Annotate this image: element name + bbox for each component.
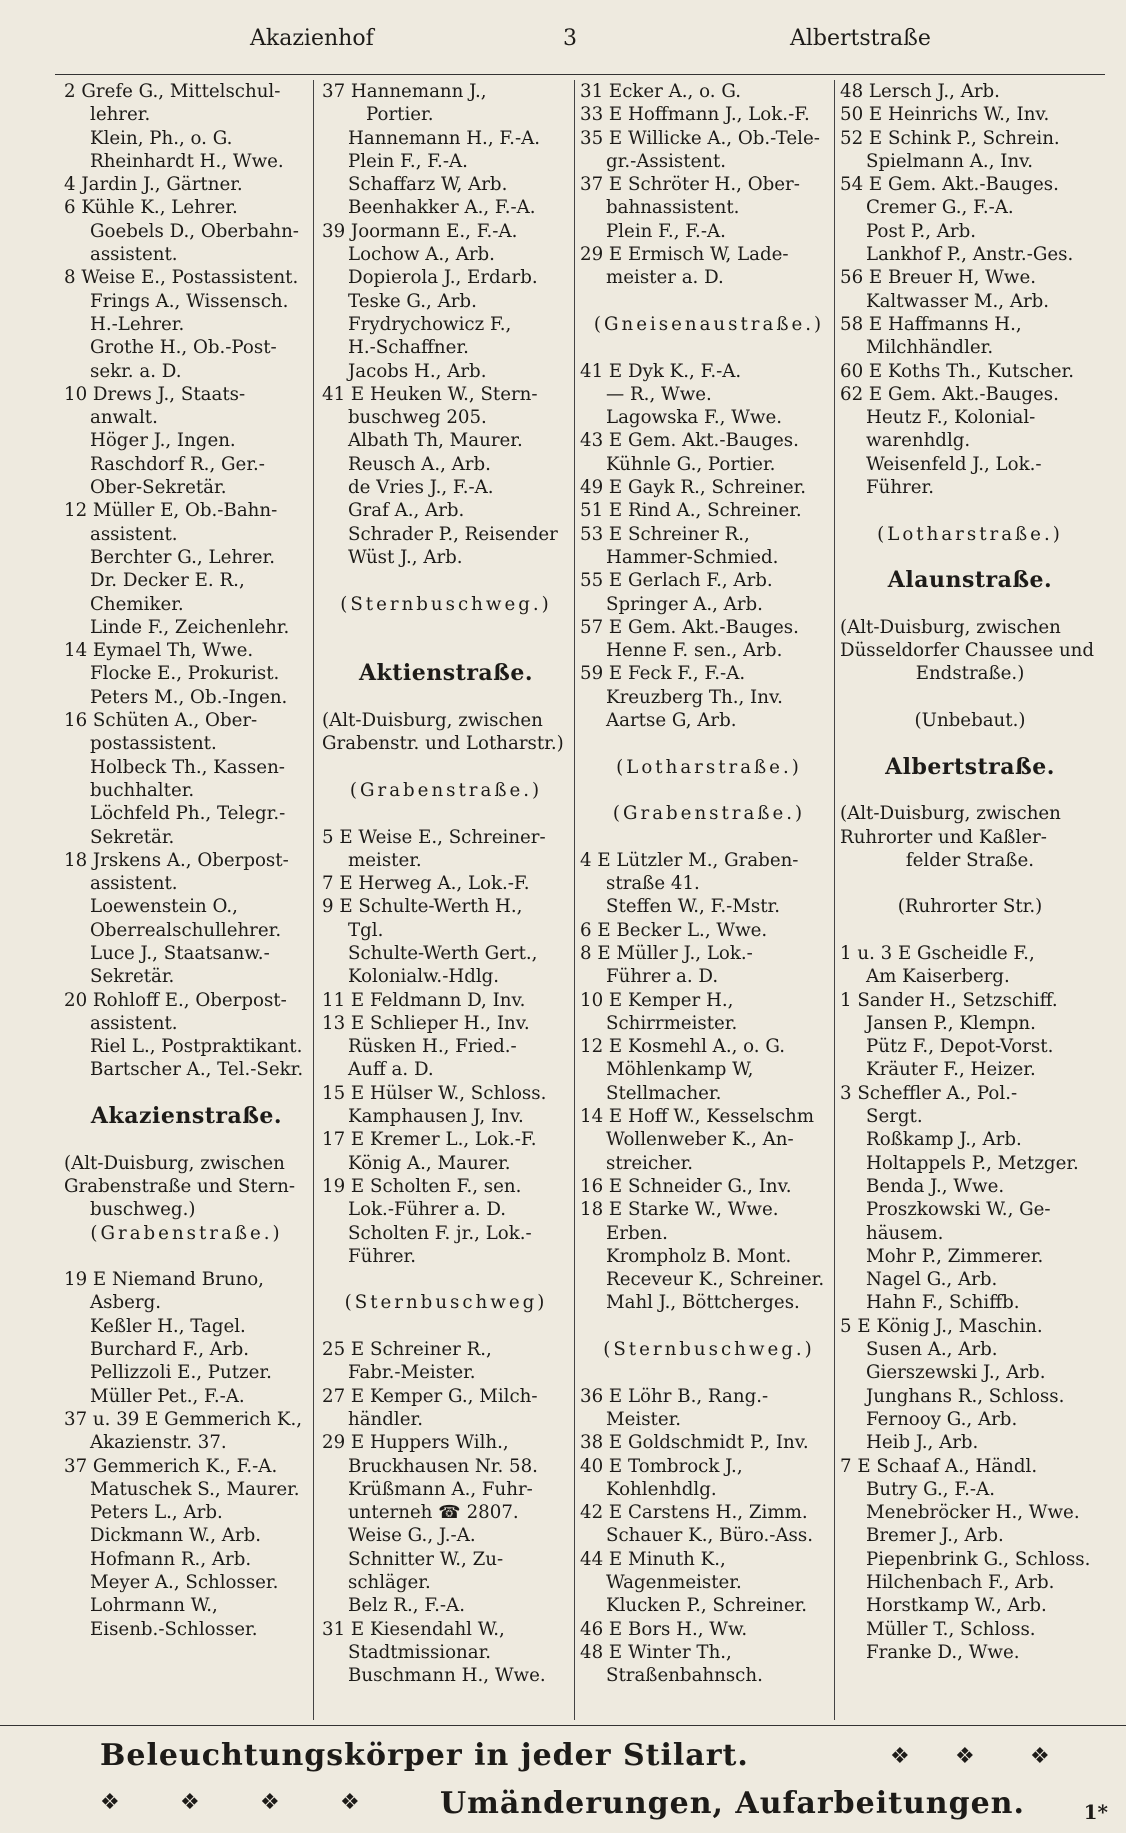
directory-entry: streicher.: [606, 1152, 694, 1174]
directory-entry: 7 E Schaaf A., Händl.: [840, 1455, 1038, 1477]
directory-entry: Krüßmann A., Fuhr-: [348, 1478, 533, 1500]
directory-entry: häusem.: [866, 1222, 944, 1244]
directory-entry: 59 E Feck F., F.-A.: [580, 663, 746, 685]
directory-entry: Plein F., F.-A.: [606, 220, 726, 242]
directory-entry: 4 E Lützler M., Graben-: [580, 849, 799, 871]
directory-entry: 10 E Kemper H.,: [580, 989, 734, 1011]
directory-entry: [840, 593, 1100, 616]
directory-entry: [580, 1361, 838, 1384]
directory-entry: 19 E Niemand Bruno,: [64, 1269, 264, 1291]
directory-entry: (Alt-Duisburg, zwischen: [840, 616, 1061, 638]
directory-entry: 42 E Carstens H., Zimm.: [580, 1502, 808, 1524]
directory-entry: Jacobs H., Arb.: [348, 360, 487, 382]
directory-entry: 51 E Rind A., Schreiner.: [580, 500, 802, 522]
directory-entry: 10 Drews J., Staats-: [64, 383, 246, 405]
directory-entry: 19 E Scholten F., sen.: [322, 1175, 522, 1197]
directory-entry: postassistent.: [90, 733, 217, 755]
column-4: [840, 80, 1100, 1720]
directory-entry: Springer A., Arb.: [606, 593, 763, 615]
directory-entry: Wagenmeister.: [606, 1572, 742, 1593]
directory-entry: (Grabenstraße.): [349, 779, 543, 801]
directory-entry: [580, 336, 838, 359]
column-3: [580, 80, 838, 1720]
directory-entry: Rheinhardt H., Wwe.: [90, 150, 284, 172]
directory-entry: Flocke E., Prokurist.: [90, 663, 280, 685]
directory-entry: 16 E Schneider G., Inv.: [580, 1175, 792, 1197]
directory-entry: — R., Wwe.: [606, 383, 712, 405]
directory-entry: (Grabenstraße.): [612, 803, 806, 825]
directory-entry: 5 E Weise E., Schreiner-: [322, 826, 546, 848]
ornament-icon: ❖: [1030, 1744, 1050, 1769]
directory-entry: Burchard F., Arb.: [90, 1339, 250, 1361]
directory-entry: [840, 919, 1100, 942]
directory-entry: Raschdorf R., Ger.-: [90, 453, 265, 475]
directory-entry: händler.: [348, 1408, 423, 1430]
directory-entry: Mohr P., Zimmerer.: [866, 1245, 1044, 1267]
directory-entry: Hammer-Schmied.: [606, 546, 779, 568]
ornament-icon: ❖: [180, 1790, 200, 1815]
directory-entry: 58 E Haffmanns H.,: [840, 313, 1022, 335]
directory-entry: 13 E Schlieper H., Inv.: [322, 1012, 530, 1034]
directory-entry: 46 E Bors H., Ww.: [580, 1618, 748, 1640]
directory-entry: buchhalter.: [90, 779, 195, 801]
ornament-icon: ❖: [340, 1790, 360, 1815]
directory-entry: Führer a. D.: [606, 966, 719, 988]
directory-entry: Pütz F., Depot-Vorst.: [866, 1036, 1054, 1058]
directory-entry: [580, 826, 838, 849]
directory-entry: Horstkamp W., Arb.: [866, 1595, 1047, 1617]
directory-entry: 48 E Winter Th.,: [580, 1641, 732, 1663]
directory-entry: 20 Rohloff E., Oberpost-: [64, 989, 287, 1011]
directory-entry: Grabenstraße und Stern-: [64, 1175, 295, 1197]
directory-entry: Kaltwasser M., Arb.: [866, 290, 1050, 312]
page-number: 3: [563, 26, 577, 51]
directory-entry: (Sternbuschweg): [344, 1292, 548, 1314]
directory-entry: [840, 732, 1100, 755]
directory-entry: Kamphausen J, Inv.: [348, 1106, 524, 1128]
directory-entry: Berchter G., Lehrer.: [90, 546, 275, 568]
directory-entry: [322, 802, 570, 825]
directory-entry: Belz R., F.-A.: [348, 1595, 465, 1617]
directory-entry: Graf A., Arb.: [348, 500, 465, 522]
directory-entry: 1 Sander H., Setzschiff.: [840, 989, 1058, 1011]
directory-entry: Meister.: [606, 1408, 682, 1430]
directory-entry: Ober-Sekretär.: [90, 477, 227, 499]
directory-entry: Peters M., Ob.-Ingen.: [90, 686, 288, 708]
street-heading: Albertstraße.: [885, 755, 1055, 779]
directory-entry: 29 E Huppers Wilh.,: [322, 1432, 509, 1454]
directory-entry: [322, 686, 570, 709]
page-mark: 1*: [1083, 1800, 1108, 1824]
directory-entry: Bremer J., Arb.: [866, 1525, 1004, 1547]
directory-entry: Kreuzberg Th., Inv.: [606, 686, 783, 708]
directory-entry: (Alt-Duisburg, zwischen: [64, 1152, 285, 1174]
directory-entry: Kohlenhdlg.: [606, 1478, 717, 1500]
directory-entry: 39 Joormann E., F.-A.: [322, 220, 518, 242]
directory-entry: 36 E Löhr B., Rang.-: [580, 1385, 769, 1407]
directory-entry: felder Straße.: [905, 849, 1035, 871]
directory-entry: [64, 1082, 309, 1105]
directory-entry: [580, 732, 838, 755]
directory-entry: schläger.: [348, 1572, 431, 1593]
directory-entry: Lochow A., Arb.: [348, 244, 495, 266]
directory-entry: Steffen W., F.-Mstr.: [606, 896, 781, 918]
directory-entry: [840, 686, 1100, 709]
directory-entry: Frings A., Wissensch.: [90, 290, 289, 312]
header-rule: [55, 74, 1105, 75]
directory-entry: Grabenstr. und Lotharstr.): [322, 733, 564, 755]
directory-entry: Endstraße.): [915, 663, 1025, 685]
directory-entry: 25 E Schreiner R.,: [322, 1339, 492, 1361]
directory-entry: Franke D., Wwe.: [866, 1641, 1020, 1663]
directory-entry: Keßler H., Tagel.: [90, 1315, 246, 1337]
directory-entry: de Vries J., F.-A.: [348, 477, 494, 499]
directory-entry: Luce J., Staatsanw.-: [90, 942, 270, 964]
directory-entry: Wüst J., Arb.: [348, 546, 463, 568]
directory-entry: Möhlenkamp W,: [606, 1059, 754, 1081]
ad-line-1: Beleuchtungskörper in jeder Stilart.: [100, 1738, 749, 1773]
running-header: [0, 22, 1126, 62]
directory-entry: (Sternbuschweg.): [603, 1339, 815, 1361]
directory-entry: 5 E König J., Maschin.: [840, 1315, 1043, 1337]
street-heading: Aktienstraße.: [358, 662, 534, 686]
directory-entry: Löchfeld Ph., Telegr.-: [90, 803, 286, 825]
directory-entry: Albath Th, Maurer.: [348, 430, 523, 452]
directory-entry: 49 E Gayk R., Schreiner.: [580, 477, 807, 499]
directory-entry: (Alt-Duisburg, zwischen: [322, 710, 543, 732]
directory-entry: 60 E Koths Th., Kutscher.: [840, 360, 1075, 382]
directory-entry: [840, 499, 1100, 522]
directory-entry: 48 Lersch J., Arb.: [840, 81, 1000, 102]
directory-entry: Hahn F., Schiffb.: [866, 1292, 1020, 1314]
directory-entry: Jansen P., Klempn.: [866, 1012, 1036, 1034]
directory-entry: H.-Schaffner.: [348, 337, 469, 359]
directory-entry: Hofmann R., Arb.: [90, 1548, 252, 1570]
directory-entry: [322, 639, 570, 662]
directory-entry: Schirrmeister.: [606, 1012, 738, 1034]
directory-entry: 17 E Kremer L., Lok.-F.: [322, 1129, 537, 1151]
directory-entry: Cremer G., F.-A.: [866, 197, 1014, 219]
directory-entry: 56 E Breuer H, Wwe.: [840, 267, 1036, 289]
directory-entry: 62 E Gem. Akt.-Bauges.: [840, 383, 1059, 405]
directory-entry: Lankhof P., Anstr.-Ges.: [866, 244, 1074, 266]
directory-entry: assistent.: [90, 873, 178, 895]
directory-entry: H.-Lehrer.: [90, 313, 185, 335]
directory-entry: Nagel G., Arb.: [866, 1269, 998, 1291]
ornament-icon: ❖: [260, 1790, 280, 1815]
directory-entry: Kräuter F., Heizer.: [866, 1059, 1036, 1081]
directory-entry: Lagowska F., Wwe.: [606, 407, 782, 429]
directory-entry: [840, 872, 1100, 895]
directory-entry: 3 Scheffler A., Pol.-: [840, 1082, 1018, 1104]
directory-entry: Erben.: [606, 1222, 668, 1244]
directory-entry: 4 Jardin J., Gärtner.: [64, 174, 243, 196]
directory-entry: Milchhändler.: [866, 337, 994, 359]
directory-entry: Führer.: [348, 1245, 416, 1267]
directory-entry: 8 E Müller J., Lok.-: [580, 942, 753, 964]
directory-entry: 12 E Kosmehl A., o. G.: [580, 1036, 786, 1058]
directory-entry: 31 Ecker A., o. G.: [580, 81, 741, 102]
directory-entry: Klucken P., Schreiner.: [606, 1595, 808, 1617]
directory-entry: meister.: [348, 849, 422, 871]
ornament-icon: ❖: [100, 1790, 120, 1815]
directory-entry: [64, 1128, 309, 1151]
directory-entry: 37 Gemmerich K., F.-A.: [64, 1455, 278, 1477]
directory-entry: Gierszewski J., Arb.: [866, 1362, 1046, 1384]
directory-entry: Benda J., Wwe.: [866, 1175, 1005, 1197]
directory-entry: Schrader P., Reisender: [348, 523, 558, 545]
column-2: [322, 80, 570, 1720]
directory-entry: 8 Weise E., Postassistent.: [64, 267, 299, 289]
directory-entry: assistent.: [90, 523, 178, 545]
directory-entry: Holtappels P., Metzger.: [866, 1152, 1079, 1174]
directory-entry: Auff a. D.: [348, 1059, 434, 1081]
directory-entry: unterneh ☎ 2807.: [348, 1502, 519, 1524]
directory-entry: Holbeck Th., Kassen-: [90, 756, 285, 778]
directory-entry: Weisenfeld J., Lok.-: [866, 453, 1042, 475]
directory-entry: 27 E Kemper G., Milch-: [322, 1385, 538, 1407]
directory-entry: sekr. a. D.: [90, 360, 182, 382]
directory-entry: Peters L., Arb.: [90, 1502, 223, 1524]
directory-entry: 35 E Willicke A., Ob.-Tele-: [580, 127, 820, 149]
directory-entry: Junghans R., Schloss.: [866, 1385, 1065, 1407]
directory-entry: bahnassistent.: [606, 197, 740, 219]
directory-entry: 31 E Kiesendahl W.,: [322, 1618, 505, 1640]
directory-entry: König A., Maurer.: [348, 1152, 511, 1174]
directory-entry: Führer.: [866, 477, 934, 499]
header-left: Akazienhof: [250, 26, 374, 51]
directory-entry: 18 Jrskens A., Oberpost-: [64, 849, 289, 871]
directory-entry: 14 Eymael Th, Wwe.: [64, 640, 254, 662]
directory-entry: 9 E Schulte-Werth H.,: [322, 896, 523, 918]
directory-entry: 44 E Minuth K.,: [580, 1548, 726, 1570]
directory-entry: Rüsken H., Fried.-: [348, 1036, 517, 1058]
directory-entry: [580, 290, 838, 313]
directory-entry: Schauer K., Büro.-Ass.: [606, 1525, 813, 1547]
directory-entry: Post P., Arb.: [866, 220, 977, 242]
directory-entry: Reusch A., Arb.: [348, 453, 491, 475]
directory-entry: 16 Schüten A., Ober-: [64, 710, 258, 732]
directory-entry: Krompholz B. Mont.: [606, 1245, 792, 1267]
directory-entry: 55 E Gerlach F., Arb.: [580, 570, 773, 592]
directory-entry: Schnitter W., Zu-: [348, 1548, 504, 1570]
directory-entry: meister a. D.: [606, 267, 724, 289]
directory-entry: Höger J., Ingen.: [90, 430, 236, 452]
directory-entry: Susen A., Arb.: [866, 1339, 998, 1361]
directory-entry: Loewenstein O.,: [90, 896, 238, 918]
directory-entry: (Lotharstraße.): [877, 523, 1063, 545]
directory-entry: 6 Kühle K., Lehrer.: [64, 197, 238, 219]
directory-entry: 37 Hannemann J.,: [322, 81, 487, 102]
directory-entry: Mahl J., Böttcherges.: [606, 1292, 800, 1314]
directory-entry: Lohrmann W.,: [90, 1595, 218, 1617]
directory-entry: (Lotharstraße.): [616, 756, 802, 778]
directory-entry: Meyer A., Schlosser.: [90, 1572, 279, 1593]
ornament-icon: ❖: [955, 1744, 975, 1769]
directory-entry: 14 E Hoff W., Kesselschm: [580, 1106, 814, 1128]
directory-entry: Stellmacher.: [606, 1082, 722, 1104]
directory-entry: Sergt.: [866, 1106, 923, 1128]
directory-entry: Henne F. sen., Arb.: [606, 640, 783, 662]
street-heading: Akazienstraße.: [90, 1105, 283, 1129]
directory-entry: lehrer.: [90, 104, 151, 126]
directory-entry: (Ruhrorter Str.): [897, 896, 1043, 918]
directory-entry: Kolonialw.-Hdlg.: [348, 966, 500, 988]
directory-entry: Lok.-Führer a. D.: [348, 1199, 507, 1221]
directory-entry: Roßkamp J., Arb.: [866, 1129, 1022, 1151]
directory-entry: 6 E Becker L., Wwe.: [580, 919, 768, 941]
directory-entry: 53 E Schreiner R.,: [580, 523, 750, 545]
directory-entry: Hilchenbach F., Arb.: [866, 1572, 1055, 1593]
directory-entry: (Grabenstraße.): [90, 1222, 283, 1244]
directory-entry: 2 Grefe G., Mittelschul-: [64, 81, 281, 102]
directory-entry: 38 E Goldschmidt P., Inv.: [580, 1432, 809, 1454]
directory-entry: buschweg 205.: [348, 407, 487, 429]
directory-entry: Frydrychowicz F.,: [348, 313, 512, 335]
directory-entry: Buschmann H., Wwe.: [348, 1665, 546, 1687]
directory-entry: 40 E Tombrock J.,: [580, 1455, 743, 1477]
directory-entry: 57 E Gem. Akt.-Bauges.: [580, 616, 799, 638]
directory-entry: 7 E Herweg A., Lok.-F.: [322, 873, 530, 895]
directory-entry: 37 E Schröter H., Ober-: [580, 174, 800, 196]
directory-entry: gr.-Assistent.: [606, 150, 727, 172]
directory-entry: Ruhrorter und Kaßler-: [840, 826, 1047, 848]
directory-entry: Scholten F. jr., Lok.-: [348, 1222, 532, 1244]
directory-entry: Matuschek S., Maurer.: [90, 1478, 300, 1500]
directory-entry: 41 E Dyk K., F.-A.: [580, 360, 742, 382]
directory-entry: 54 E Gem. Akt.-Bauges.: [840, 174, 1059, 196]
directory-entry: [580, 1315, 838, 1338]
directory-entry: [64, 1245, 309, 1268]
directory-entry: 33 E Hoffmann J., Lok.-F.: [580, 104, 810, 126]
directory-entry: assistent.: [90, 1012, 178, 1034]
directory-entry: 18 E Starke W., Wwe.: [580, 1199, 779, 1221]
directory-entry: 12 Müller E, Ob.-Bahn-: [64, 500, 278, 522]
directory-entry: Tgl.: [348, 919, 384, 941]
directory-entry: Düsseldorfer Chaussee und: [840, 640, 1095, 662]
directory-entry: Eisenb.-Schlosser.: [90, 1618, 258, 1640]
directory-entry: Goebels D., Oberbahn-: [90, 220, 299, 242]
directory-entry: (Unbebaut.): [914, 710, 1026, 732]
directory-entry: Fabr.-Meister.: [348, 1362, 476, 1384]
directory-entry: [322, 1315, 570, 1338]
directory-entry: Dickmann W., Arb.: [90, 1525, 262, 1547]
directory-entry: anwalt.: [90, 407, 158, 429]
directory-entry: Plein F., F.-A.: [348, 150, 468, 172]
directory-entry: Heutz F., Kolonial-: [866, 407, 1036, 429]
directory-entry: Am Kaiserberg.: [866, 966, 1010, 988]
directory-entry: (Gneisenaustraße.): [593, 313, 825, 335]
directory-entry: 29 E Ermisch W, Lade-: [580, 244, 789, 266]
directory-entry: buschweg.): [90, 1199, 196, 1221]
directory-entry: Spielmann A., Inv.: [866, 150, 1034, 172]
directory-entry: Weise G., J.-A.: [348, 1525, 476, 1547]
directory-entry: Grothe H., Ob.-Post-: [90, 337, 277, 359]
directory-entry: 41 E Heuken W., Stern-: [322, 383, 538, 405]
column-1: [64, 80, 309, 1720]
directory-entry: Wollenweber K., An-: [606, 1129, 794, 1151]
directory-entry: Müller T., Schloss.: [866, 1618, 1036, 1640]
directory-entry: [840, 546, 1100, 569]
directory-entry: Dopierola J., Erdarb.: [348, 267, 538, 289]
header-right: Albertstraße: [790, 26, 931, 51]
directory-entry: Bartscher A., Tel.-Sekr.: [90, 1059, 304, 1081]
directory-entry: Heib J., Arb.: [866, 1432, 979, 1454]
directory-entry: Linde F., Zeichenlehr.: [90, 616, 290, 638]
directory-entry: Hannemann H., F.-A.: [348, 127, 541, 149]
directory-entry: straße 41.: [606, 873, 700, 895]
directory-entry: 43 E Gem. Akt.-Bauges.: [580, 430, 799, 452]
directory-entry: Sekretär.: [90, 826, 175, 848]
directory-entry: [322, 569, 570, 592]
directory-entry: Asberg.: [90, 1292, 161, 1314]
directory-entry: [580, 779, 838, 802]
directory-entry: Stadtmissionar.: [348, 1641, 492, 1663]
ad-line-2: Umänderungen, Aufarbeitungen.: [440, 1786, 1025, 1821]
directory-entry: [840, 779, 1100, 802]
directory-entry: [322, 616, 570, 639]
directory-entry: (Sternbuschweg.): [340, 593, 552, 615]
directory-entry: Receveur K., Schreiner.: [606, 1269, 825, 1291]
directory-entry: 15 E Hülser W., Schloss.: [322, 1082, 547, 1104]
directory-entry: Beenhakker A., F.-A.: [348, 197, 536, 219]
directory-entry: Müller Pet., F.-A.: [90, 1385, 245, 1407]
directory-entry: Klein, Ph., o. G.: [90, 127, 233, 149]
directory-entry: Pellizzoli E., Putzer.: [90, 1362, 272, 1384]
directory-entry: Bruckhausen Nr. 58.: [348, 1455, 538, 1477]
directory-entry: 1 u. 3 E Gscheidle F.,: [840, 942, 1035, 964]
directory-entry: 37 u. 39 E Gemmerich K.,: [64, 1408, 303, 1430]
directory-entry: Portier.: [366, 104, 434, 126]
directory-entry: Proszkowski W., Ge-: [866, 1199, 1051, 1221]
directory-entry: Butry G., F.-A.: [866, 1478, 995, 1500]
directory-entry: Riel L., Postpraktikant.: [90, 1036, 303, 1058]
directory-entry: Schaffarz W, Arb.: [348, 174, 508, 196]
directory-entry: assistent.: [90, 244, 178, 266]
ornament-icon: ❖: [890, 1744, 910, 1769]
directory-entry: Fernooy G., Arb.: [866, 1408, 1018, 1430]
directory-entry: Oberrealschullehrer.: [90, 919, 282, 941]
directory-entry: warenhdlg.: [866, 430, 971, 452]
directory-entry: Aartse G, Arb.: [606, 710, 737, 732]
directory-entry: Menebröcker H., Wwe.: [866, 1502, 1080, 1524]
directory-entry: Akazienstr. 37.: [90, 1432, 227, 1454]
directory-entry: Piepenbrink G., Schloss.: [866, 1548, 1091, 1570]
directory-entry: Chemiker.: [90, 593, 184, 615]
directory-entry: 11 E Feldmann D, Inv.: [322, 989, 526, 1011]
directory-entry: Schulte-Werth Gert.,: [348, 942, 538, 964]
directory-entry: Teske G., Arb.: [348, 290, 477, 312]
directory-entry: Sekretär.: [90, 966, 175, 988]
directory-entry: 52 E Schink P., Schrein.: [840, 127, 1060, 149]
street-heading: Alaunstraße.: [887, 569, 1053, 593]
directory-entry: Kühnle G., Portier.: [606, 453, 776, 475]
advertisement-footer: [0, 1725, 1126, 1833]
directory-entry: [322, 1268, 570, 1291]
directory-entry: 50 E Heinrichs W., Inv.: [840, 104, 1050, 126]
directory-entry: Straßenbahnsch.: [606, 1665, 763, 1687]
directory-entry: [322, 756, 570, 779]
directory-entry: Dr. Decker E. R.,: [90, 570, 245, 592]
directory-entry: (Alt-Duisburg, zwischen: [840, 803, 1061, 825]
directory-columns: [64, 80, 1100, 1720]
